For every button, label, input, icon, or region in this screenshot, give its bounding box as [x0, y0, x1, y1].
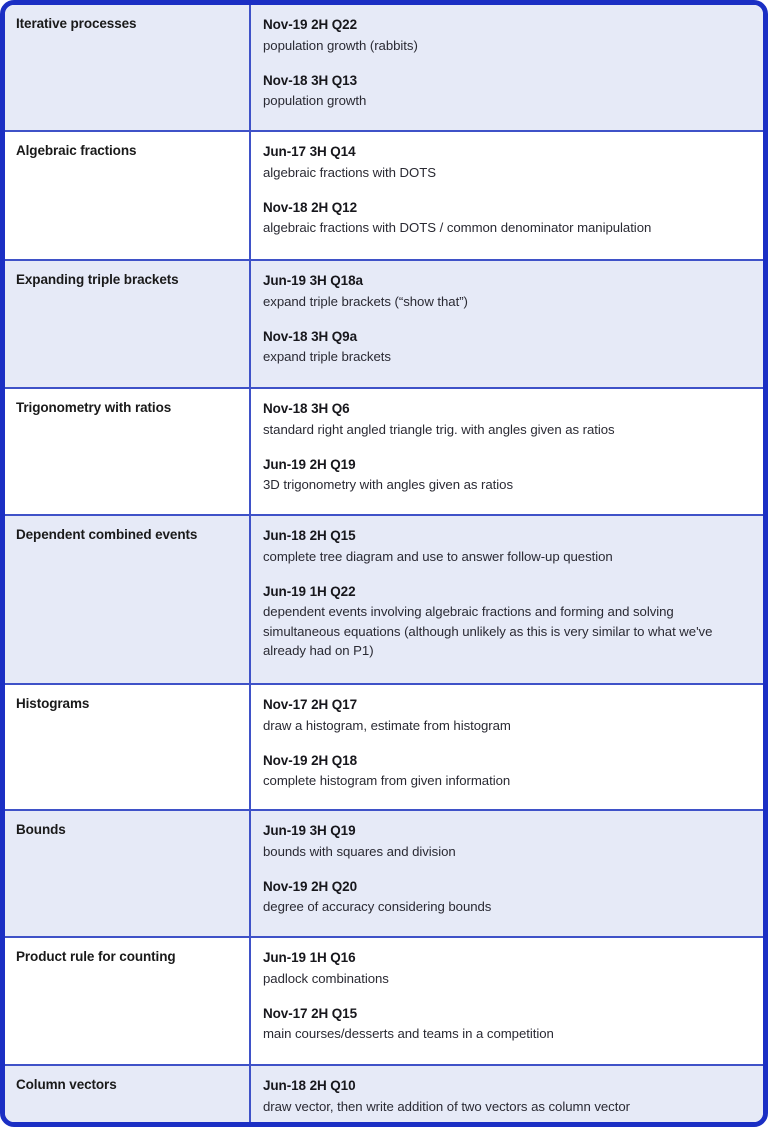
question-reference: Nov-17 2H Q15: [263, 1005, 357, 1021]
question-reference: Nov-18 3H Q6: [263, 401, 350, 416]
topic-cell: [5, 1066, 251, 1122]
topic-label: Trigonometry with ratios: [16, 400, 172, 415]
questions-cell: [251, 685, 763, 809]
question-reference: Nov-19 2H Q22: [263, 17, 357, 32]
question-description: padlock combinations: [263, 970, 389, 986]
question-entry: [263, 272, 749, 311]
question-description: algebraic fractions with DOTS / common denominator manipulation: [263, 220, 652, 236]
topic-cell: [5, 938, 251, 1064]
questions-cell: [251, 516, 763, 683]
topic-cell: [5, 261, 251, 387]
question-reference: Nov-19 2H Q20: [263, 878, 357, 894]
question-reference: Jun-18 2H Q15: [263, 528, 356, 543]
questions-cell: [251, 5, 763, 130]
question-entry: [263, 527, 749, 566]
question-description: dependent events involving algebraic fractions and forming and solving simultaneous equations (although unlikely as this is very similar to what we've already had on P1): [263, 604, 713, 658]
table-row: [5, 132, 763, 261]
question-description: bounds with squares and division: [263, 843, 456, 859]
table-row: [5, 1066, 763, 1122]
question-reference: Nov-18 3H Q13: [263, 72, 357, 88]
question-description: complete tree diagram and use to answer follow-up question: [263, 548, 613, 564]
table-row: [5, 811, 763, 938]
topic-label: Iterative processes: [16, 16, 137, 31]
question-entry: [263, 822, 749, 861]
question-reference: Nov-18 3H Q9a: [263, 328, 357, 344]
question-entry: [263, 1077, 749, 1116]
question-entry: [263, 696, 749, 735]
question-reference: Jun-19 3H Q18a: [263, 273, 363, 288]
question-reference: Nov-19 2H Q18: [263, 752, 357, 768]
question-reference: Jun-19 1H Q16: [263, 950, 356, 965]
question-entry: [263, 16, 749, 55]
question-reference: Jun-19 1H Q22: [263, 583, 356, 599]
topic-cell: [5, 685, 251, 809]
question-reference: Nov-17 2H Q17: [263, 697, 357, 712]
topic-label: Column vectors: [16, 1077, 117, 1092]
question-reference: Jun-18 2H Q10: [263, 1078, 356, 1093]
question-entry: [263, 199, 749, 238]
question-entry: [263, 456, 749, 495]
topic-label: Expanding triple brackets: [16, 272, 179, 287]
topic-cell: [5, 389, 251, 514]
question-description: main courses/desserts and teams in a competition: [263, 1026, 554, 1042]
question-entry: [263, 72, 749, 111]
topic-label: Histograms: [16, 696, 90, 711]
question-reference: Nov-18 2H Q12: [263, 199, 357, 215]
question-entry: [263, 328, 749, 367]
topic-cell: [5, 811, 251, 936]
question-description: draw a histogram, estimate from histogram: [263, 717, 511, 733]
question-entry: [263, 752, 749, 791]
questions-cell: [251, 132, 763, 259]
questions-cell: [251, 1066, 763, 1122]
question-description: standard right angled triangle trig. with angles given as ratios: [263, 421, 615, 437]
question-entry: [263, 143, 749, 182]
topic-cell: [5, 5, 251, 130]
topic-label: Bounds: [16, 822, 66, 837]
question-description: population growth: [263, 93, 367, 109]
table-row: [5, 389, 763, 516]
topic-cell: [5, 516, 251, 683]
question-entry: [263, 878, 749, 917]
table-row: [5, 938, 763, 1066]
topic-label: Dependent combined events: [16, 527, 198, 542]
question-entry: [263, 949, 749, 988]
topic-cell: [5, 132, 251, 259]
question-entry: [263, 400, 749, 439]
question-reference: Jun-17 3H Q14: [263, 144, 356, 159]
question-description: degree of accuracy considering bounds: [263, 899, 492, 915]
topic-label: Algebraic fractions: [16, 143, 137, 158]
table-row: [5, 516, 763, 685]
table-row: [5, 261, 763, 389]
question-description: population growth (rabbits): [263, 37, 418, 53]
questions-cell: [251, 938, 763, 1064]
questions-cell: [251, 811, 763, 936]
question-reference: Jun-19 3H Q19: [263, 823, 356, 838]
questions-cell: [251, 389, 763, 514]
question-description: draw vector, then write addition of two vectors as column vector: [263, 1098, 630, 1114]
question-entry: [263, 583, 749, 660]
topic-label: Product rule for counting: [16, 949, 176, 964]
question-reference: Jun-19 2H Q19: [263, 456, 356, 472]
question-description: algebraic fractions with DOTS: [263, 164, 436, 180]
questions-cell: [251, 261, 763, 387]
question-description: complete histogram from given information: [263, 773, 511, 789]
table-row: [5, 5, 763, 132]
question-entry: [263, 1005, 749, 1044]
question-description: expand triple brackets: [263, 349, 391, 365]
question-description: 3D trigonometry with angles given as ratios: [263, 477, 513, 493]
table-row: [5, 685, 763, 811]
question-description: expand triple brackets (“show that”): [263, 293, 468, 309]
